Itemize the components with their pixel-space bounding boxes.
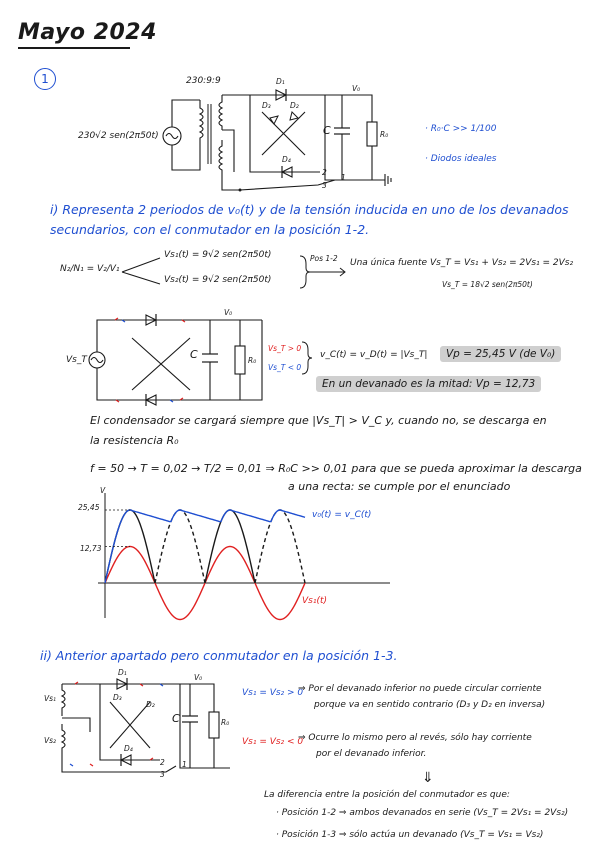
vst-negative-label: Vs_T < 0 <box>268 363 302 372</box>
down-arrow: ⇓ <box>422 770 434 786</box>
v0-ripple-series <box>105 510 305 583</box>
circuit-1-diagram <box>0 0 600 200</box>
half-box: En un devanado es la mitad: Vp = 12,73 <box>316 376 541 392</box>
vp-box: Vp = 25,45 V (de V₀) <box>440 346 561 362</box>
d3-label: D₃ <box>262 101 271 110</box>
circuit3-d2-label: D₂ <box>146 700 155 709</box>
d4-label: D₄ <box>282 155 291 164</box>
conclusion-position-1-2: · Posición 1-2 ⇒ ambos devanados en serie (Vs_T = 2Vs₁ = 2Vs₂) <box>276 808 569 818</box>
resistor-label: R₀ <box>380 130 389 139</box>
transformer-ratio-label: 230:9:9 <box>186 76 221 86</box>
vs1-equation: Vs₁(t) = 9√2 sen(2π50t) <box>164 250 272 260</box>
case-negative: Vs₁ = Vs₂ < 0 <box>242 737 304 747</box>
case-negative-text-1: ⇒ Ocurre lo mismo pero al revés, sólo hay corriente <box>298 733 532 743</box>
d1-label: D₁ <box>276 77 285 86</box>
conclusion-position-1-3: · Posición 1-3 ⇒ sólo actúa un devanado (Vs_T = Vs₁ = Vs₂) <box>276 830 544 840</box>
circuit2-c-label: C <box>190 348 198 361</box>
circuit3-vo-label: V₀ <box>194 673 203 682</box>
switch-pos-1: 1 <box>341 173 346 182</box>
case-positive: Vs₁ = Vs₂ > 0 <box>242 688 304 698</box>
v0-series-label: v₀(t) = v_C(t) <box>312 510 372 520</box>
frequency-text-1: f = 50 → T = 0,02 → T/2 = 0,01 ⇒ R₀C >> 0,01 para que se pueda aproximar la descarga <box>90 462 582 475</box>
brace-2 <box>300 340 320 380</box>
circuit3-pos3: 3 <box>160 770 165 779</box>
condition-rc: · R₀·C >> 1/100 <box>425 124 497 134</box>
vs2-equation: Vs₂(t) = 9√2 sen(2π50t) <box>164 275 272 285</box>
circuit3-d1-label: D₁ <box>118 668 127 677</box>
single-source-equation: Una única fuente Vs_T = Vs₁ + Vs₂ = 2Vs₁ = 2Vs₂ <box>350 258 574 268</box>
vc-equation: v_C(t) = v_D(t) = |Vs_T| <box>320 350 428 360</box>
condition-ideal-diodes: · Diodos ideales <box>425 154 497 164</box>
circuit3-c-label: C <box>172 712 180 725</box>
waveform-chart <box>70 488 400 628</box>
rectified-hump-2 <box>155 510 205 583</box>
circuit3-d4-label: D₄ <box>124 744 133 753</box>
d2-label: D₂ <box>290 101 299 110</box>
condenser-text-1: El condensador se cargará siempre que |Vs_T| > V_C y, cuando no, se descarga en <box>90 414 547 427</box>
circuit2-r-label: R₀ <box>248 356 257 365</box>
ratio-equation: N₂/N₁ = V₂/V₁ <box>60 264 120 274</box>
pos12-label: Pos 1-2 <box>310 254 338 263</box>
circuit3-pos1: 1 <box>182 760 187 769</box>
vst-positive-label: Vs_T > 0 <box>268 344 302 353</box>
problem-number: 1 <box>34 68 56 90</box>
vo-label: V₀ <box>352 84 361 93</box>
condenser-text-2: la resistencia R₀ <box>90 434 179 447</box>
ytick-half: 12,73 <box>80 544 102 553</box>
circuit2-source-label: Vs_T <box>66 355 87 365</box>
vst-equation: Vs_T = 18√2 sen(2π50t) <box>442 280 533 289</box>
circuit3-pos2: 2 <box>160 758 165 767</box>
question-ii: ii) Anterior apartado pero conmutador en la posición 1-3. <box>40 648 398 663</box>
question-i: i) Representa 2 periodos de v₀(t) y de la tensión inducida en uno de los devanados secundarios, con el conmutador en la posición 1-2. <box>50 202 569 237</box>
source-label: 230√2 sen(2π50t) <box>78 131 159 141</box>
ytick-peak: 25,45 <box>78 503 100 512</box>
frequency-text-2: a una recta: se cumple por el enunciado <box>288 480 511 493</box>
case-positive-text-2: porque va en sentido contrario (D₃ y D₂ en inversa) <box>314 700 546 710</box>
case-positive-text-1: ⇒ Por el devanado inferior no puede circular corriente <box>298 684 542 694</box>
circuit3-vs1-label: Vs₁ <box>44 694 57 703</box>
circuit3-d3-label: D₃ <box>113 693 122 702</box>
switch-pos-2: 2 <box>322 168 327 177</box>
capacitor-label: C <box>323 124 331 137</box>
circuit3-r-label: R₀ <box>221 718 230 727</box>
circuit3-vs2-label: Vs₂ <box>44 736 57 745</box>
conclusion-intro: La diferencia entre la posición del conmutador es que: <box>264 790 510 800</box>
switch-pos-3: 3 <box>322 181 327 190</box>
circuit2-vo-label: V₀ <box>224 308 233 317</box>
vs1-series-label: Vs₁(t) <box>302 596 328 606</box>
page-title: Mayo 2024 <box>18 20 157 45</box>
case-negative-text-2: por el devanado inferior. <box>316 749 427 759</box>
rectified-hump-4 <box>255 510 305 583</box>
y-axis-label: V <box>100 486 106 495</box>
